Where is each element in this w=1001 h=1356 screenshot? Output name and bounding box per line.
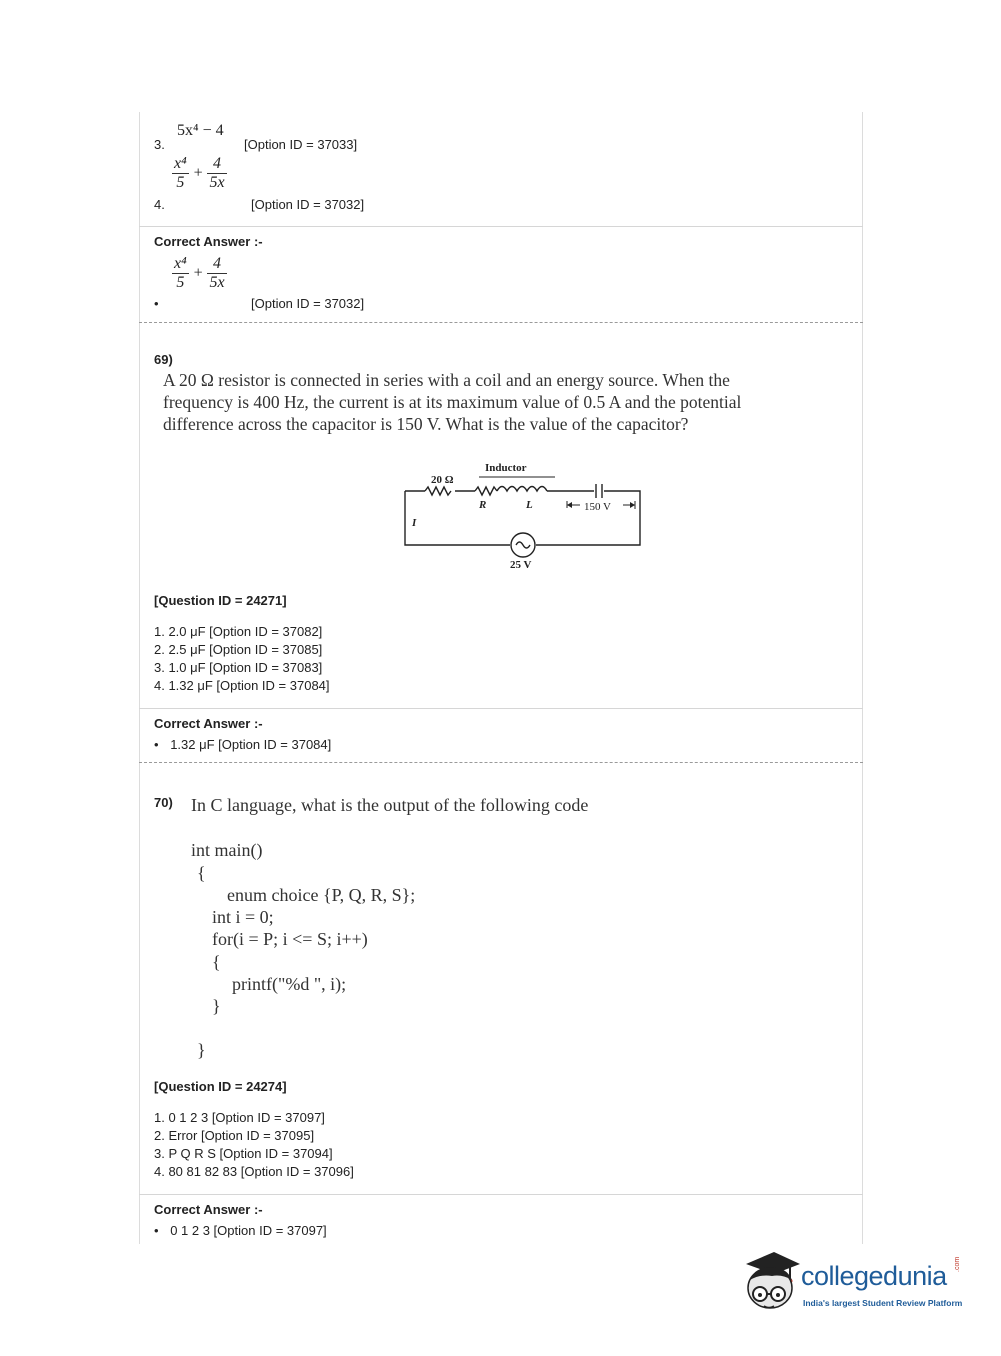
divider <box>139 1194 863 1195</box>
q69-option: 3. 1.0 μF [Option ID = 37083] <box>154 660 323 675</box>
q70-code-line: } <box>197 1040 206 1060</box>
q70-correct-label: Correct Answer :- <box>154 1202 263 1217</box>
resistor-symbol <box>425 487 451 495</box>
q70-correct-answer-row <box>154 1223 327 1238</box>
inductor-label: Inductor <box>485 462 527 474</box>
q69-number: 69) <box>154 352 173 367</box>
q69-correct-answer-row <box>154 737 331 752</box>
current-label: I <box>412 517 417 529</box>
right-border <box>862 112 863 1244</box>
q69-question-id: [Question ID = 24271] <box>154 593 287 608</box>
divider <box>139 226 863 227</box>
q68-option-4-id: [Option ID = 37032] <box>251 197 365 212</box>
resistor-label: 20 Ω <box>431 474 454 486</box>
r-label: R <box>479 499 487 511</box>
q68-correct-bullet: • <box>154 296 159 311</box>
q68-correct-label: Correct Answer :- <box>154 234 263 249</box>
q68-option-4-expression: $\frac{\text{x⁴}}{5}$ + $\frac{4}{5x}$ <box>174 155 225 191</box>
fraction: $\frac{\text{x⁴}}{5}$ <box>174 155 187 191</box>
q68-correct-id: [Option ID = 37032] <box>251 296 365 311</box>
source-voltage-label: 25 V <box>510 559 532 571</box>
q70-code-line: { <box>212 952 221 972</box>
q70-option: 3. P Q R S [Option ID = 37094] <box>154 1146 333 1161</box>
capacitor-voltage-label: 150 V <box>584 501 611 513</box>
q69-circuit-diagram <box>395 455 650 575</box>
inductor-symbol <box>497 487 547 492</box>
q69-correct-label: Correct Answer :- <box>154 716 263 731</box>
q70-text: In C language, what is the output of the following code <box>191 795 589 815</box>
q68-option-4-number: 4. <box>154 197 165 212</box>
left-border <box>139 112 140 1244</box>
q69-correct-answer: 1.32 μF [Option ID = 37084] <box>170 737 332 752</box>
q69-option: 2. 2.5 μF [Option ID = 37085] <box>154 642 323 657</box>
collegedunia-logo[interactable] <box>740 1250 980 1320</box>
q70-options <box>154 1109 354 1181</box>
q69-options <box>154 623 330 695</box>
mascot-icon <box>740 1250 802 1316</box>
question-separator <box>139 322 863 323</box>
q70-code-line: for(i = P; i <= S; i++) <box>212 929 368 949</box>
arrowhead <box>567 502 572 508</box>
arrowhead <box>630 502 635 508</box>
q70-code-line: int main() <box>191 840 263 860</box>
q70-option: 1. 0 1 2 3 [Option ID = 37097] <box>154 1110 325 1125</box>
q70-code-line: } <box>212 996 221 1016</box>
q68-option-3-expression: 5x⁴ − 4 <box>177 122 224 139</box>
coil-resistance-symbol <box>475 487 497 495</box>
q70-correct-answer: 0 1 2 3 [Option ID = 37097] <box>170 1223 327 1238</box>
q68-correct-expression: $\frac{\text{x⁴}}{5}$ + $\frac{4}{5x}$ <box>174 255 225 291</box>
q70-code-line: printf("%d ", i); <box>232 974 347 994</box>
capacitor-symbol <box>596 484 602 498</box>
brand-dotcom: .com <box>954 1256 961 1272</box>
q69-text: A 20 Ω resistor is connected in series with a coil and an energy source. When the frequency is 400 Hz, the current is at its maximum value of 0.5 A and the potential difference across the capacitor is 150 V. What is the value of the capacitor? <box>163 370 742 434</box>
divider <box>139 708 863 709</box>
q70-question-id: [Question ID = 24274] <box>154 1079 287 1094</box>
brand-name: collegedunia <box>801 1261 947 1291</box>
l-label: L <box>526 499 533 511</box>
q70-code-line: { <box>197 863 206 883</box>
brand-tagline: India's largest Student Review Platform <box>803 1298 963 1308</box>
q70-option: 2. Error [Option ID = 37095] <box>154 1128 315 1143</box>
q70-option: 4. 80 81 82 83 [Option ID = 37096] <box>154 1164 354 1179</box>
q70-number: 70) <box>154 795 173 810</box>
question-separator <box>139 762 863 763</box>
fraction: $\frac{4}{5x}$ <box>209 255 225 291</box>
q69-option: 1. 2.0 μF [Option ID = 37082] <box>154 624 323 639</box>
q69-option: 4. 1.32 μF [Option ID = 37084] <box>154 678 330 693</box>
bullet: • <box>154 737 159 752</box>
wire <box>536 491 640 545</box>
q70-code-line: enum choice {P, Q, R, S}; <box>227 885 416 905</box>
fraction: $\frac{4}{5x}$ <box>209 155 225 191</box>
q68-option-3-id: [Option ID = 37033] <box>244 137 358 152</box>
bullet: • <box>154 1223 159 1238</box>
fraction: $\frac{\text{x⁴}}{5}$ <box>174 255 187 291</box>
q70-code-line: int i = 0; <box>212 907 274 927</box>
wire <box>405 491 510 545</box>
q68-option-3-number: 3. <box>154 137 165 152</box>
